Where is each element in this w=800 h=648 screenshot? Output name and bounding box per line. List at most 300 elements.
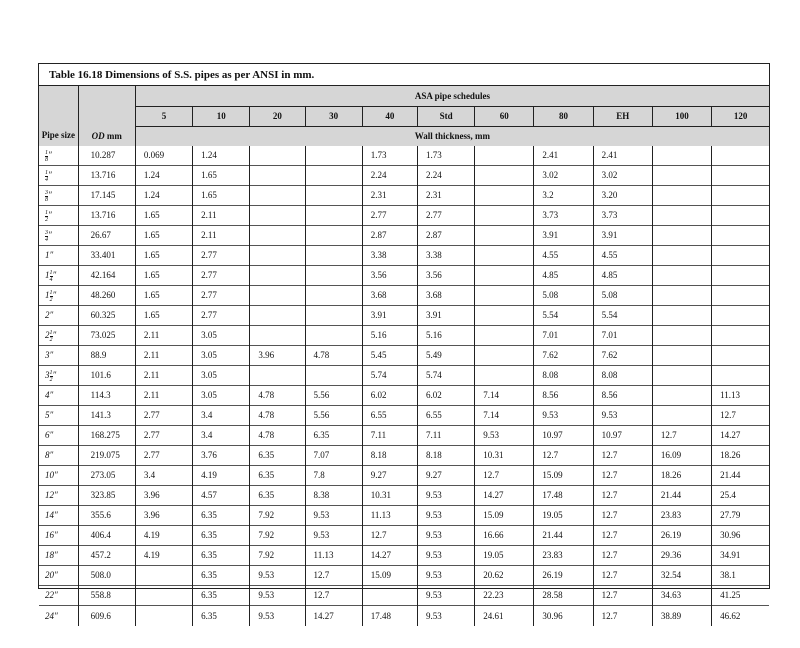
wall-thickness-cell: 1.24: [193, 146, 250, 166]
wall-thickness-cell: 3.4: [193, 406, 250, 426]
wall-thickness-cell: 6.35: [250, 466, 305, 486]
wall-thickness-cell: [712, 326, 769, 346]
od-cell: 406.4: [78, 526, 135, 546]
wall-thickness-cell: [475, 246, 534, 266]
wall-thickness-cell: 12.7: [593, 526, 652, 546]
wall-thickness-cell: 8.18: [362, 446, 417, 466]
wall-thickness-cell: 3.91: [362, 306, 417, 326]
schedule-header-cell: EH: [593, 106, 652, 126]
wall-thickness-cell: 2.41: [593, 146, 652, 166]
schedule-header-row: [39, 106, 769, 126]
wall-thickness-cell: 5.56: [305, 386, 362, 406]
od-cell: 13.716: [78, 206, 135, 226]
table-row: [39, 346, 769, 366]
wall-thickness-cell: 11.13: [305, 546, 362, 566]
wall-thickness-cell: [305, 186, 362, 206]
wall-thickness-cell: 9.53: [417, 526, 474, 546]
wall-thickness-cell: 1.65: [135, 246, 192, 266]
schedule-header-cell: 100: [652, 106, 711, 126]
od-cell: 609.6: [78, 606, 135, 626]
wall-thickness-cell: 4.78: [250, 426, 305, 446]
wall-thickness-cell: [712, 346, 769, 366]
wall-thickness-cell: [305, 286, 362, 306]
wall-thickness-cell: 8.38: [305, 486, 362, 506]
wall-thickness-cell: 9.53: [417, 506, 474, 526]
od-cell: 60.325: [78, 306, 135, 326]
wall-thickness-cell: 17.48: [362, 606, 417, 626]
wall-thickness-cell: 2.11: [135, 366, 192, 386]
wall-thickness-cell: [652, 386, 711, 406]
table-row: [39, 546, 769, 566]
wall-thickness-cell: 3.68: [417, 286, 474, 306]
wall-thickness-cell: 5.16: [417, 326, 474, 346]
wall-thickness-cell: 2.77: [417, 206, 474, 226]
wall-thickness-cell: [250, 206, 305, 226]
wall-thickness-cell: 14.27: [305, 606, 362, 626]
schedule-header-cell: 40: [362, 106, 417, 126]
od-cell: 88.9: [78, 346, 135, 366]
pipe-size-cell: 10″: [39, 466, 78, 486]
table-row: [39, 526, 769, 546]
pipe-size-whole: 10: [45, 470, 54, 481]
wall-thickness-cell: 9.53: [417, 546, 474, 566]
pipe-size-whole: 2: [45, 330, 50, 341]
wall-thickness-cell: 3.4: [193, 426, 250, 446]
wall-thickness-cell: 2.11: [135, 386, 192, 406]
wall-thickness-cell: 22.23: [475, 586, 534, 606]
wall-thickness-cell: 2.87: [362, 226, 417, 246]
pipe-size-cell: 20″: [39, 566, 78, 586]
pipe-size-whole: 1: [45, 290, 50, 301]
od-cell: 13.716: [78, 166, 135, 186]
wall-thickness-cell: [305, 266, 362, 286]
table-row: [39, 426, 769, 446]
wall-thickness-cell: 6.35: [193, 606, 250, 626]
fraction-numerator: 1: [45, 169, 48, 176]
wall-thickness-cell: [712, 366, 769, 386]
pipe-size-whole: 6: [45, 430, 50, 441]
schedule-header-cell: 80: [534, 106, 593, 126]
wall-thickness-cell: [652, 146, 711, 166]
wall-thickness-cell: 4.19: [193, 466, 250, 486]
wall-thickness-cell: 6.35: [193, 586, 250, 606]
wall-thickness-cell: 3.73: [534, 206, 593, 226]
fraction-numerator: 1: [45, 149, 48, 156]
od-header: OD mm: [78, 86, 135, 146]
wall-thickness-cell: 4.55: [534, 246, 593, 266]
wall-thickness-cell: 2.87: [417, 226, 474, 246]
pipe-size-cell: 3″: [39, 346, 78, 366]
wall-thickness-cell: 3.91: [417, 306, 474, 326]
pipe-size-cell: 4″: [39, 386, 78, 406]
wall-thickness-cell: [652, 286, 711, 306]
wall-thickness-cell: [362, 586, 417, 606]
wall-thickness-cell: 14.27: [720, 430, 741, 441]
wall-thickness-cell: 3.38: [362, 246, 417, 266]
wall-thickness-cell: 11.13: [720, 390, 741, 401]
wall-thickness-cell: 9.53: [250, 606, 305, 626]
wall-thickness-cell: 3.05: [193, 386, 250, 406]
wall-thickness-cell: 12.7: [593, 486, 652, 506]
table-row: [39, 226, 769, 246]
wall-thickness-cell: 34.91: [720, 550, 741, 561]
wall-thickness-cell: [250, 326, 305, 346]
wall-thickness-cell: [475, 326, 534, 346]
schedule-header-cell: 60: [475, 106, 534, 126]
table-row: [39, 386, 769, 406]
wall-thickness-cell: 3.4: [135, 466, 192, 486]
pipe-size-whole: 24: [45, 610, 54, 621]
pipe-size-cell: $\frac{1}{8}$ ″: [39, 146, 78, 166]
wall-thickness-cell: 8.08: [534, 366, 593, 386]
wall-thickness-cell: [652, 246, 711, 266]
pipe-size-whole: 4: [45, 390, 50, 401]
table-row: [39, 486, 769, 506]
wall-thickness-cell: 3.05: [193, 326, 250, 346]
wall-thickness-cell: [652, 306, 711, 326]
wall-thickness-cell: 3.56: [362, 266, 417, 286]
pipe-size-cell: 22″: [39, 586, 78, 606]
wall-thickness-cell: 18.26: [652, 466, 711, 486]
wall-thickness-cell: 0.069: [135, 146, 192, 166]
pipe-size-cell: 12″: [39, 486, 78, 506]
wall-thickness-cell: 21.44: [720, 470, 741, 481]
wall-thickness-cell: 12.7: [593, 546, 652, 566]
table-row: [39, 246, 769, 266]
wall-thickness-cell: 2.11: [135, 346, 192, 366]
fraction-numerator: 3: [45, 189, 48, 196]
wall-thickness-cell: [250, 266, 305, 286]
wall-thickness-cell: 16.09: [652, 446, 711, 466]
wall-thickness-cell: [475, 306, 534, 326]
table-row: [39, 606, 769, 626]
wall-thickness-cell: [652, 266, 711, 286]
pipe-size-cell: 1″: [39, 246, 78, 266]
wall-thickness-cell: 41.25: [720, 590, 741, 601]
wall-thickness-cell: [305, 146, 362, 166]
od-cell: 42.164: [78, 266, 135, 286]
wall-thickness-cell: 9.27: [362, 466, 417, 486]
wall-thickness-cell: 5.08: [534, 286, 593, 306]
wall-thickness-cell: 4.78: [250, 406, 305, 426]
wall-thickness-cell: 9.53: [305, 526, 362, 546]
pipe-size-cell: $\frac{3}{4}$ ″: [39, 226, 78, 246]
fraction-numerator: 3: [45, 229, 48, 236]
wall-thickness-cell: 9.53: [417, 606, 474, 626]
wall-thickness-cell: [475, 186, 534, 206]
wall-thickness-cell: [135, 566, 192, 586]
wall-thickness-cell: 1.65: [135, 286, 192, 306]
wall-thickness-cell: 3.96: [135, 486, 192, 506]
pipe-size-cell: 2″: [39, 306, 78, 326]
wall-thickness-cell: [305, 226, 362, 246]
fraction-denominator: 2: [49, 336, 53, 343]
wall-thickness-cell: 12.7: [720, 410, 736, 421]
pipe-size-whole: 20: [45, 570, 54, 581]
wall-thickness-cell: 6.35: [193, 566, 250, 586]
wall-thickness-cell: [475, 366, 534, 386]
wall-thickness-cell: 1.65: [193, 166, 250, 186]
wall-thickness-cell: 3.91: [534, 226, 593, 246]
wall-thickness-cell: 1.65: [193, 186, 250, 206]
od-cell: 355.6: [78, 506, 135, 526]
wall-thickness-cell: [475, 166, 534, 186]
wall-thickness-cell: [135, 586, 192, 606]
wall-thickness-cell: 2.11: [193, 206, 250, 226]
wall-thickness-cell: [475, 226, 534, 246]
wall-thickness-cell: 21.44: [652, 486, 711, 506]
wall-thickness-cell: 6.35: [250, 446, 305, 466]
od-cell: 26.67: [78, 226, 135, 246]
pipe-size-cell: 16″: [39, 526, 78, 546]
wall-thickness-cell: 4.78: [305, 346, 362, 366]
table-row: [39, 266, 769, 286]
wall-thickness-cell: 7.92: [250, 526, 305, 546]
wall-thickness-cell: 2.41: [534, 146, 593, 166]
wall-thickness-cell: 12.7: [593, 566, 652, 586]
pipe-size-cell: 1 $\frac{1}{4}$ ″: [39, 266, 78, 286]
wall-thickness-cell: 3.96: [250, 346, 305, 366]
wall-thickness-cell: [305, 366, 362, 386]
wall-thickness-cell: 16.66: [475, 526, 534, 546]
wall-thickness-cell: [475, 206, 534, 226]
wall-thickness-cell: 4.85: [534, 266, 593, 286]
wall-thickness-cell: 26.19: [652, 526, 711, 546]
wall-thickness-cell: 23.83: [652, 506, 711, 526]
wall-thickness-cell: 9.53: [534, 406, 593, 426]
od-cell: 10.287: [78, 146, 135, 166]
pipe-size-cell: 24″: [39, 606, 78, 626]
table-row: [39, 466, 769, 486]
wall-thickness-cell: [652, 326, 711, 346]
wall-thickness-cell: 5.45: [362, 346, 417, 366]
wall-thickness-cell: 3.2: [534, 186, 593, 206]
wall-thickness-cell: 14.27: [362, 546, 417, 566]
wall-thickness-cell: 3.02: [534, 166, 593, 186]
wall-thickness-cell: [712, 186, 769, 206]
wall-thickness-cell: 9.53: [475, 426, 534, 446]
fraction-numerator: 1: [45, 209, 48, 216]
pipe-size-whole: 5: [45, 410, 50, 421]
pipe-size-whole: 1: [45, 250, 50, 261]
od-cell: 48.260: [78, 286, 135, 306]
table-row: [39, 366, 769, 386]
wall-thickness-cell: [652, 366, 711, 386]
wall-thickness-cell: [250, 166, 305, 186]
fraction-denominator: 2: [49, 376, 53, 383]
wall-thickness-cell: 12.7: [593, 586, 652, 606]
od-cell: 168.275: [78, 426, 135, 446]
od-cell: 323.85: [78, 486, 135, 506]
wall-thickness-cell: 3.20: [593, 186, 652, 206]
fraction-denominator: 4: [49, 276, 53, 283]
wall-thickness-cell: 9.27: [417, 466, 474, 486]
wall-thickness-cell: 6.55: [362, 406, 417, 426]
wall-thickness-cell: 5.08: [593, 286, 652, 306]
wall-thickness-cell: 10.97: [534, 426, 593, 446]
pipe-size-cell: $\frac{1}{4}$ ″: [39, 166, 78, 186]
wall-thickness-cell: 6.35: [193, 546, 250, 566]
wall-thickness-cell: 3.56: [417, 266, 474, 286]
wall-thickness-cell: 2.24: [362, 166, 417, 186]
wall-thickness-cell: 2.77: [193, 306, 250, 326]
wall-thickness-cell: 5.16: [362, 326, 417, 346]
table-row: [39, 326, 769, 346]
pipe-size-cell: 1 $\frac{1}{2}$ ″: [39, 286, 78, 306]
table-row: [39, 446, 769, 466]
wall-thickness-cell: 1.73: [417, 146, 474, 166]
wall-thickness-cell: 6.35: [193, 506, 250, 526]
wall-thickness-cell: 1.65: [135, 226, 192, 246]
fraction-numerator: 1: [49, 269, 53, 276]
wall-thickness-cell: 7.14: [475, 386, 534, 406]
wall-thickness-cell: 3.05: [193, 346, 250, 366]
wall-thickness-cell: [712, 306, 769, 326]
wall-thickness-cell: 12.7: [593, 466, 652, 486]
wall-thickness-cell: 1.65: [135, 266, 192, 286]
wall-thickness-cell: 7.92: [250, 506, 305, 526]
wall-thickness-cell: 2.11: [135, 326, 192, 346]
wall-thickness-cell: 4.19: [135, 546, 192, 566]
wall-thickness-cell: [250, 146, 305, 166]
wall-thickness-cell: 3.05: [193, 366, 250, 386]
wall-thickness-cell: 7.01: [593, 326, 652, 346]
wall-thickness-cell: [712, 206, 769, 226]
wall-thickness-cell: 15.09: [362, 566, 417, 586]
wall-thickness-cell: 10.31: [362, 486, 417, 506]
pipe-size-whole: 2: [45, 310, 50, 321]
table-row: [39, 186, 769, 206]
wall-thickness-cell: 20.62: [475, 566, 534, 586]
wall-thickness-cell: 12.7: [593, 606, 652, 626]
wall-thickness-cell: 8.56: [534, 386, 593, 406]
wall-thickness-cell: 2.24: [417, 166, 474, 186]
wall-thickness-cell: 3.96: [135, 506, 192, 526]
fraction-numerator: 1: [49, 289, 53, 296]
pipe-size-whole: 14: [45, 510, 54, 521]
wall-thickness-cell: [652, 206, 711, 226]
pipe-size-cell: 2 $\frac{1}{2}$ ″: [39, 326, 78, 346]
schedule-group-header: ASA pipe schedules: [135, 86, 769, 106]
wall-thickness-cell: [475, 266, 534, 286]
wall-thickness-cell: 7.11: [417, 426, 474, 446]
wall-thickness-cell: [712, 246, 769, 266]
wall-thickness-cell: 19.05: [534, 506, 593, 526]
table-grid: [39, 86, 769, 626]
wall-thickness-cell: [305, 246, 362, 266]
wall-thickness-cell: [652, 186, 711, 206]
wall-thickness-cell: 2.31: [417, 186, 474, 206]
wall-thickness-cell: 6.02: [362, 386, 417, 406]
wall-thickness-cell: 12.7: [534, 446, 593, 466]
od-cell: 141.3: [78, 406, 135, 426]
wall-thickness-cell: 21.44: [534, 526, 593, 546]
wall-thickness-cell: 2.77: [135, 406, 192, 426]
schedule-header-cell: 20: [250, 106, 305, 126]
wall-thickness-cell: 2.11: [193, 226, 250, 246]
wall-thickness-cell: [712, 226, 769, 246]
wall-thickness-cell: 12.7: [593, 446, 652, 466]
wall-thickness-cell: 3.38: [417, 246, 474, 266]
wall-thickness-cell: 12.7: [593, 506, 652, 526]
table-row: [39, 586, 769, 606]
wall-thickness-cell: 12.7: [475, 466, 534, 486]
wall-thickness-cell: 8.18: [417, 446, 474, 466]
wall-thickness-cell: 12.7: [362, 526, 417, 546]
pipe-size-cell: 14″: [39, 506, 78, 526]
wall-thickness-cell: 11.13: [362, 506, 417, 526]
od-cell: 273.05: [78, 466, 135, 486]
wall-thickness-cell: 3.73: [593, 206, 652, 226]
wall-thickness-cell: 7.07: [305, 446, 362, 466]
wall-thickness-cell: [250, 226, 305, 246]
wall-thickness-cell: 25.4: [720, 490, 736, 501]
pipe-size-whole: 8: [45, 450, 50, 461]
schedule-header-cell: 120: [712, 106, 769, 126]
schedule-header-cell: Std: [417, 106, 474, 126]
wall-thickness-cell: 9.53: [417, 566, 474, 586]
wall-thickness-cell: 9.53: [417, 586, 474, 606]
table-row: [39, 306, 769, 326]
od-cell: 508.0: [78, 566, 135, 586]
wall-thickness-cell: 4.57: [193, 486, 250, 506]
wall-thickness-cell: [712, 146, 769, 166]
od-cell: 558.8: [78, 586, 135, 606]
pipe-size-cell: 18″: [39, 546, 78, 566]
table-row: [39, 566, 769, 586]
wall-thickness-cell: 2.77: [193, 286, 250, 306]
wall-thickness-cell: [250, 246, 305, 266]
wall-thickness-cell: 10.31: [475, 446, 534, 466]
wall-thickness-cell: 34.63: [652, 586, 711, 606]
schedule-header-cell: 30: [305, 106, 362, 126]
fraction-numerator: 1: [49, 369, 53, 376]
fraction-denominator: 8: [45, 156, 48, 163]
wall-thickness-cell: [305, 166, 362, 186]
wall-thickness-cell: 12.7: [652, 426, 711, 446]
pipe-size-whole: 1: [45, 270, 50, 281]
fraction-denominator: 2: [49, 296, 53, 303]
wall-thickness-cell: 10.97: [593, 426, 652, 446]
wall-thickness-cell: [475, 346, 534, 366]
wall-thickness-cell: 38.1: [720, 570, 736, 581]
wall-thickness-cell: 17.48: [534, 486, 593, 506]
wall-thickness-cell: 2.77: [193, 246, 250, 266]
wall-thickness-cell: 6.35: [250, 486, 305, 506]
wall-thickness-cell: 4.19: [135, 526, 192, 546]
wall-thickness-cell: 2.77: [362, 206, 417, 226]
wall-thickness-cell: 6.35: [193, 526, 250, 546]
table-title: Table 16.18 Dimensions of S.S. pipes as per ANSI in mm.: [39, 64, 769, 86]
table-row: [39, 506, 769, 526]
wall-thickness-cell: [305, 306, 362, 326]
wall-thickness-cell: 2.77: [135, 446, 192, 466]
wall-thickness-cell: 1.24: [135, 186, 192, 206]
pipe-size-cell: $\frac{3}{8}$ ″: [39, 186, 78, 206]
wall-thickness-cell: 28.58: [534, 586, 593, 606]
fraction-denominator: 4: [45, 176, 48, 183]
fraction-denominator: 4: [45, 236, 48, 243]
wall-thickness-cell: [250, 306, 305, 326]
wall-thickness-cell: 5.49: [417, 346, 474, 366]
wall-thickness-cell: [250, 286, 305, 306]
wall-thickness-cell: 3.02: [593, 166, 652, 186]
wall-thickness-cell: 6.35: [305, 426, 362, 446]
wall-thickness-cell: 1.24: [135, 166, 192, 186]
pipe-dimensions-table: [38, 63, 770, 621]
wall-thickness-cell: 24.61: [475, 606, 534, 626]
fraction-denominator: 2: [45, 216, 48, 223]
